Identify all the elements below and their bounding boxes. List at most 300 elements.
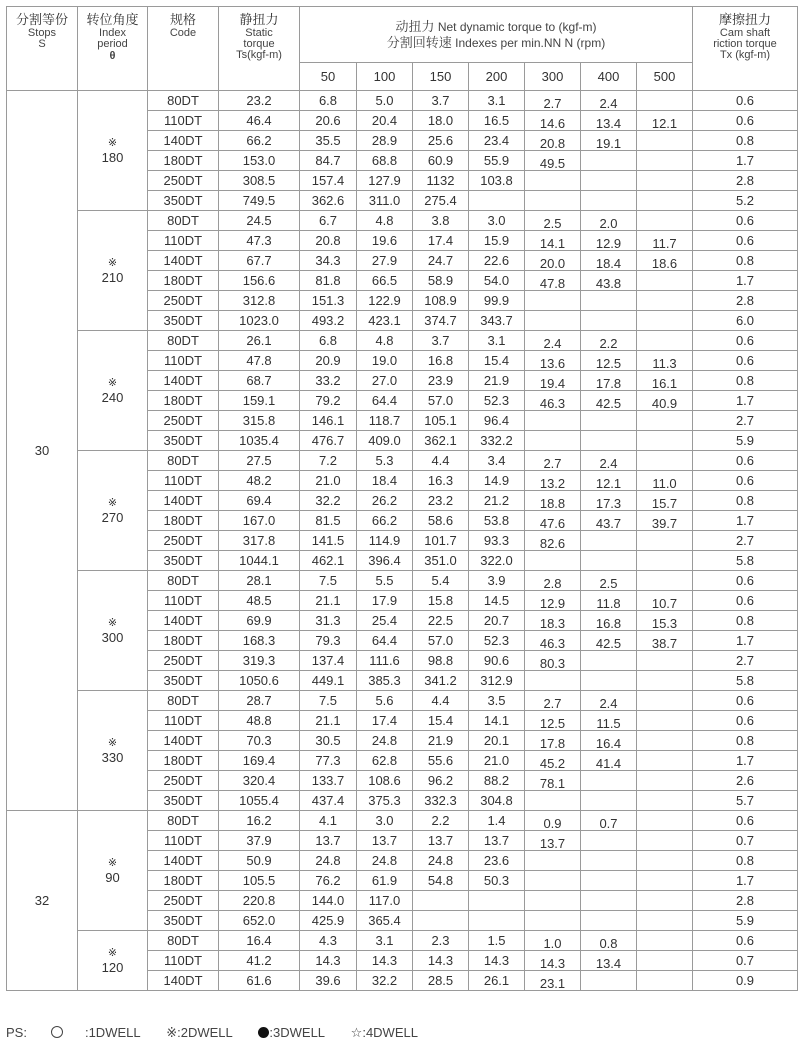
code-cell: 180DT (148, 271, 219, 291)
dyn-50-cell: 79.2 (300, 391, 357, 411)
period-cell (78, 331, 148, 451)
reference-mark-icon: ※ (107, 256, 118, 269)
dyn-500-cell (637, 911, 693, 931)
code-cell: 110DT (148, 471, 219, 491)
dyn-150-cell: 5.4 (413, 571, 469, 591)
table-row (7, 211, 798, 231)
dyn-50-cell: 146.1 (300, 411, 357, 431)
dyn-50-cell: 81.8 (300, 271, 357, 291)
friction-cell: 0.8 (693, 491, 798, 511)
dyn-400-cell: 18.4 (581, 251, 637, 271)
friction-cell: 0.6 (693, 351, 798, 371)
code-cell: 110DT (148, 831, 219, 851)
dyn-200-cell: 13.7 (469, 831, 525, 851)
dyn-50-cell: 20.6 (300, 111, 357, 131)
legend-3dwell (258, 1025, 325, 1040)
dyn-100-cell: 68.8 (357, 151, 413, 171)
code-cell: 140DT (148, 251, 219, 271)
dyn-200-cell: 23.6 (469, 851, 525, 871)
dyn-500-cell (637, 171, 693, 191)
friction-cell: 1.7 (693, 631, 798, 651)
code-cell: 80DT (148, 571, 219, 591)
code-cell: 80DT (148, 811, 219, 831)
dyn-200-cell: 21.2 (469, 491, 525, 511)
period-header (78, 7, 148, 91)
static-cell: 308.5 (219, 171, 300, 191)
dyn-200-cell (469, 191, 525, 211)
dyn-400-cell (581, 531, 637, 551)
table-row (7, 691, 798, 711)
friction-cell: 1.7 (693, 751, 798, 771)
dyn-300-cell: 18.8 (525, 491, 581, 511)
friction-cell: 0.6 (693, 471, 798, 491)
dyn-100-cell: 365.4 (357, 911, 413, 931)
dyn-100-cell: 66.5 (357, 271, 413, 291)
friction-cell: 5.2 (693, 191, 798, 211)
dyn-400-cell: 42.5 (581, 631, 637, 651)
code-cell: 140DT (148, 371, 219, 391)
dyn-150-cell: 58.6 (413, 511, 469, 531)
dyn-400-cell (581, 651, 637, 671)
dyn-200-cell: 21.9 (469, 371, 525, 391)
friction-cell: 1.7 (693, 871, 798, 891)
dyn-300-cell: 78.1 (525, 771, 581, 791)
legend-2dwell (166, 1025, 233, 1040)
dyn-150-cell: 13.7 (413, 831, 469, 851)
period-angle: 120 (101, 959, 124, 975)
dyn-400-cell: 41.4 (581, 751, 637, 771)
dyn-50-cell: 21.0 (300, 471, 357, 491)
code-cell: 350DT (148, 791, 219, 811)
speed-col-500: 500 (637, 63, 693, 91)
dyn-50-cell: 81.5 (300, 511, 357, 531)
static-cell: 41.2 (219, 951, 300, 971)
friction-cell: 0.6 (693, 691, 798, 711)
dyn-50-cell: 32.2 (300, 491, 357, 511)
dyn-150-cell: 341.2 (413, 671, 469, 691)
friction-cell: 1.7 (693, 391, 798, 411)
dyn-50-cell: 14.3 (300, 951, 357, 971)
dyn-200-cell: 90.6 (469, 651, 525, 671)
dyn-100-cell: 4.8 (357, 211, 413, 231)
static-cell: 1035.4 (219, 431, 300, 451)
dyn-200-cell: 14.9 (469, 471, 525, 491)
code-cell: 110DT (148, 711, 219, 731)
dyn-150-cell: 4.4 (413, 691, 469, 711)
dyn-500-cell (637, 131, 693, 151)
dyn-50-cell: 77.3 (300, 751, 357, 771)
static-header-en1: Static (245, 27, 273, 39)
dyn-500-cell (637, 311, 693, 331)
friction-cell: 0.6 (693, 931, 798, 951)
dyn-200-cell: 21.0 (469, 751, 525, 771)
dyn-300-cell (525, 551, 581, 571)
dyn-300-cell (525, 871, 581, 891)
code-header (148, 7, 219, 91)
dyn-200-cell: 3.1 (469, 91, 525, 111)
dyn-300-cell (525, 291, 581, 311)
static-cell: 315.8 (219, 411, 300, 431)
code-cell: 110DT (148, 111, 219, 131)
dyn-100-cell: 13.7 (357, 831, 413, 851)
dyn-400-cell: 17.3 (581, 491, 637, 511)
static-cell: 47.3 (219, 231, 300, 251)
dyn-500-cell (637, 431, 693, 451)
dyn-150-cell: 1132 (413, 171, 469, 191)
dyn-400-cell: 13.4 (581, 111, 637, 131)
dyn-150-cell: 105.1 (413, 411, 469, 431)
dyn-100-cell: 3.0 (357, 811, 413, 831)
dyn-150-cell: 2.2 (413, 811, 469, 831)
static-header-unit: Ts(kgf-m) (236, 49, 282, 61)
dyn-300-cell: 12.9 (525, 591, 581, 611)
reference-mark-icon: ※ (107, 856, 118, 869)
dyn-400-cell: 2.4 (581, 451, 637, 471)
dyn-400-cell (581, 791, 637, 811)
dyn-300-cell: 14.1 (525, 231, 581, 251)
dyn-300-cell: 14.6 (525, 111, 581, 131)
filled-circle-icon (258, 1027, 269, 1038)
dyn-50-cell: 76.2 (300, 871, 357, 891)
dyn-100-cell: 4.8 (357, 331, 413, 351)
code-header-zh: 规格 (169, 12, 196, 27)
code-cell: 110DT (148, 231, 219, 251)
dyn-200-cell (469, 891, 525, 911)
reference-mark-icon: ※ (107, 136, 118, 149)
dyn-300-cell: 2.7 (525, 451, 581, 471)
static-cell: 46.4 (219, 111, 300, 131)
table-row (7, 931, 798, 951)
dyn-50-cell: 20.8 (300, 231, 357, 251)
dyn-500-cell (637, 191, 693, 211)
friction-cell: 0.8 (693, 251, 798, 271)
static-cell: 48.2 (219, 471, 300, 491)
static-cell: 69.9 (219, 611, 300, 631)
dyn-150-cell: 55.6 (413, 751, 469, 771)
static-cell: 24.5 (219, 211, 300, 231)
dyn-200-cell: 14.5 (469, 591, 525, 611)
dyn-100-cell: 17.4 (357, 711, 413, 731)
dynamic-torque-header (300, 7, 693, 63)
friction-header-zh: 摩擦扭力 (718, 12, 771, 27)
dyn-150-cell: 3.7 (413, 331, 469, 351)
dyn-300-cell: 18.3 (525, 611, 581, 631)
static-cell: 1044.1 (219, 551, 300, 571)
dyn-200-cell: 3.5 (469, 691, 525, 711)
dyn-200-cell: 103.8 (469, 171, 525, 191)
friction-cell: 0.8 (693, 851, 798, 871)
code-cell: 250DT (148, 171, 219, 191)
code-cell: 350DT (148, 311, 219, 331)
friction-cell: 0.8 (693, 131, 798, 151)
dyn-200-cell: 16.5 (469, 111, 525, 131)
friction-cell: 0.8 (693, 371, 798, 391)
dyn-400-cell: 19.1 (581, 131, 637, 151)
period-angle: 330 (101, 749, 124, 765)
dyn-100-cell: 117.0 (357, 891, 413, 911)
dyn-50-cell: 24.8 (300, 851, 357, 871)
dyn-500-cell (637, 791, 693, 811)
dyn-300-cell: 2.7 (525, 91, 581, 111)
static-cell: 1050.6 (219, 671, 300, 691)
dyn-500-cell (637, 951, 693, 971)
dyn-50-cell: 79.3 (300, 631, 357, 651)
dyn-100-cell: 24.8 (357, 851, 413, 871)
dyn-50-cell: 34.3 (300, 251, 357, 271)
friction-cell: 2.8 (693, 891, 798, 911)
dyn-400-cell (581, 831, 637, 851)
dyn-50-cell: 31.3 (300, 611, 357, 631)
dyn-100-cell: 32.2 (357, 971, 413, 991)
code-cell: 140DT (148, 131, 219, 151)
dyn-100-cell: 5.5 (357, 571, 413, 591)
dyn-200-cell: 53.8 (469, 511, 525, 531)
static-cell: 319.3 (219, 651, 300, 671)
dyn-200-cell: 23.4 (469, 131, 525, 151)
dyn-300-cell: 2.7 (525, 691, 581, 711)
dyn-150-cell: 4.4 (413, 451, 469, 471)
dyn-200-cell: 304.8 (469, 791, 525, 811)
dyn-100-cell: 122.9 (357, 291, 413, 311)
dyn-500-cell (637, 551, 693, 571)
static-cell: 169.4 (219, 751, 300, 771)
dyn-200-cell: 1.4 (469, 811, 525, 831)
dyn-300-cell: 80.3 (525, 651, 581, 671)
dyn-500-cell (637, 851, 693, 871)
dynamic-header-zh: 动扭力 (395, 19, 435, 34)
dyn-400-cell (581, 171, 637, 191)
dyn-50-cell: 425.9 (300, 911, 357, 931)
dyn-150-cell: 54.8 (413, 871, 469, 891)
speed-col-50: 50 (300, 63, 357, 91)
static-cell: 317.8 (219, 531, 300, 551)
dyn-50-cell: 157.4 (300, 171, 357, 191)
dyn-150-cell: 2.3 (413, 931, 469, 951)
speed-header-en: Indexes per min.NN N (rpm) (455, 36, 606, 50)
dyn-150-cell: 23.9 (413, 371, 469, 391)
dyn-150-cell: 25.6 (413, 131, 469, 151)
friction-cell: 0.7 (693, 951, 798, 971)
static-cell: 27.5 (219, 451, 300, 471)
dyn-150-cell: 58.9 (413, 271, 469, 291)
static-cell: 156.6 (219, 271, 300, 291)
dyn-500-cell (637, 291, 693, 311)
dyn-500-cell (637, 731, 693, 751)
dyn-500-cell: 15.7 (637, 491, 693, 511)
dyn-200-cell: 1.5 (469, 931, 525, 951)
friction-header-en2: riction torque (713, 38, 777, 50)
static-cell: 68.7 (219, 371, 300, 391)
code-cell: 140DT (148, 851, 219, 871)
code-cell: 250DT (148, 291, 219, 311)
dyn-200-cell: 20.1 (469, 731, 525, 751)
dyn-500-cell: 12.1 (637, 111, 693, 131)
static-header-en2: torque (243, 38, 275, 50)
dyn-400-cell: 0.7 (581, 811, 637, 831)
dyn-200-cell: 96.4 (469, 411, 525, 431)
dyn-500-cell: 16.1 (637, 371, 693, 391)
dyn-300-cell: 20.0 (525, 251, 581, 271)
friction-cell: 1.7 (693, 151, 798, 171)
period-cell (78, 571, 148, 691)
period-header-symbol: θ (109, 50, 116, 62)
static-cell: 1055.4 (219, 791, 300, 811)
dyn-200-cell: 54.0 (469, 271, 525, 291)
friction-cell: 0.6 (693, 91, 798, 111)
friction-cell: 0.9 (693, 971, 798, 991)
friction-cell: 5.8 (693, 551, 798, 571)
static-cell: 28.7 (219, 691, 300, 711)
friction-cell: 0.6 (693, 331, 798, 351)
dyn-400-cell (581, 411, 637, 431)
dyn-400-cell (581, 431, 637, 451)
dyn-50-cell: 133.7 (300, 771, 357, 791)
period-angle: 210 (101, 269, 124, 285)
dyn-50-cell: 449.1 (300, 671, 357, 691)
dyn-100-cell: 311.0 (357, 191, 413, 211)
dyn-150-cell: 351.0 (413, 551, 469, 571)
code-cell: 110DT (148, 951, 219, 971)
static-cell: 312.8 (219, 291, 300, 311)
dyn-50-cell: 7.5 (300, 691, 357, 711)
dyn-500-cell (637, 751, 693, 771)
dyn-200-cell: 14.1 (469, 711, 525, 731)
dyn-150-cell: 275.4 (413, 191, 469, 211)
legend-3dwell-label: :3DWELL (269, 1025, 326, 1040)
stops-header-en: Stops (27, 27, 57, 39)
dyn-100-cell: 19.6 (357, 231, 413, 251)
friction-cell: 0.6 (693, 591, 798, 611)
dyn-100-cell: 64.4 (357, 391, 413, 411)
dyn-300-cell: 23.1 (525, 971, 581, 991)
legend-1dwell (6, 1025, 141, 1040)
table-row (7, 331, 798, 351)
friction-cell: 5.7 (693, 791, 798, 811)
code-cell: 250DT (148, 531, 219, 551)
friction-cell: 0.8 (693, 731, 798, 751)
friction-cell: 5.9 (693, 911, 798, 931)
dyn-100-cell: 409.0 (357, 431, 413, 451)
dyn-100-cell: 14.3 (357, 951, 413, 971)
dyn-150-cell: 57.0 (413, 631, 469, 651)
code-cell: 110DT (148, 351, 219, 371)
dyn-200-cell: 343.7 (469, 311, 525, 331)
friction-cell: 0.6 (693, 711, 798, 731)
dyn-200-cell: 332.2 (469, 431, 525, 451)
friction-cell: 2.6 (693, 771, 798, 791)
static-cell: 652.0 (219, 911, 300, 931)
stops-header-symbol: S (38, 38, 46, 50)
static-cell: 16.4 (219, 931, 300, 951)
code-cell: 250DT (148, 771, 219, 791)
code-cell: 350DT (148, 911, 219, 931)
dyn-400-cell: 11.8 (581, 591, 637, 611)
code-cell: 250DT (148, 651, 219, 671)
code-cell: 140DT (148, 491, 219, 511)
dyn-100-cell: 111.6 (357, 651, 413, 671)
dyn-100-cell: 127.9 (357, 171, 413, 191)
dyn-200-cell: 3.0 (469, 211, 525, 231)
dyn-400-cell (581, 151, 637, 171)
static-cell: 48.5 (219, 591, 300, 611)
dyn-200-cell: 50.3 (469, 871, 525, 891)
table-row (7, 91, 798, 111)
dyn-200-cell: 20.7 (469, 611, 525, 631)
code-cell: 180DT (148, 631, 219, 651)
friction-cell: 0.6 (693, 571, 798, 591)
friction-cell: 0.8 (693, 611, 798, 631)
dyn-500-cell: 11.3 (637, 351, 693, 371)
code-cell: 80DT (148, 691, 219, 711)
dyn-300-cell: 2.8 (525, 571, 581, 591)
legend (6, 1025, 440, 1041)
period-header-en2: period (97, 38, 128, 50)
dyn-300-cell: 47.8 (525, 271, 581, 291)
dyn-100-cell: 62.8 (357, 751, 413, 771)
dyn-50-cell: 13.7 (300, 831, 357, 851)
code-cell: 180DT (148, 511, 219, 531)
period-header-en1: Index (99, 27, 126, 39)
dyn-300-cell: 20.8 (525, 131, 581, 151)
dyn-200-cell: 312.9 (469, 671, 525, 691)
dyn-500-cell (637, 891, 693, 911)
dyn-150-cell: 332.3 (413, 791, 469, 811)
speed-col-150: 150 (413, 63, 469, 91)
speed-col-100: 100 (357, 63, 413, 91)
table-row (7, 811, 798, 831)
code-cell: 140DT (148, 731, 219, 751)
dyn-400-cell: 2.4 (581, 691, 637, 711)
dyn-300-cell: 13.6 (525, 351, 581, 371)
dyn-150-cell: 60.9 (413, 151, 469, 171)
dyn-300-cell (525, 171, 581, 191)
dyn-150-cell: 14.3 (413, 951, 469, 971)
dyn-500-cell (637, 771, 693, 791)
friction-cell: 6.0 (693, 311, 798, 331)
dyn-500-cell (637, 651, 693, 671)
dyn-200-cell: 22.6 (469, 251, 525, 271)
legend-4dwell (351, 1025, 418, 1040)
dyn-400-cell (581, 671, 637, 691)
dyn-500-cell (637, 211, 693, 231)
dyn-100-cell: 3.1 (357, 931, 413, 951)
code-cell: 350DT (148, 551, 219, 571)
dyn-300-cell: 14.3 (525, 951, 581, 971)
code-cell: 350DT (148, 671, 219, 691)
code-cell: 180DT (148, 871, 219, 891)
dyn-150-cell: 3.8 (413, 211, 469, 231)
static-cell: 749.5 (219, 191, 300, 211)
dyn-400-cell: 17.8 (581, 371, 637, 391)
dyn-50-cell: 7.2 (300, 451, 357, 471)
dyn-100-cell: 24.8 (357, 731, 413, 751)
dyn-400-cell: 12.9 (581, 231, 637, 251)
code-cell: 350DT (148, 431, 219, 451)
dyn-300-cell (525, 671, 581, 691)
dyn-300-cell (525, 191, 581, 211)
speed-col-300: 300 (525, 63, 581, 91)
dyn-200-cell: 88.2 (469, 771, 525, 791)
friction-cell: 5.8 (693, 671, 798, 691)
reference-mark-icon: ※ (107, 946, 118, 959)
code-cell: 80DT (148, 931, 219, 951)
dyn-50-cell: 151.3 (300, 291, 357, 311)
dyn-500-cell: 10.7 (637, 591, 693, 611)
dyn-300-cell: 2.4 (525, 331, 581, 351)
dyn-400-cell (581, 551, 637, 571)
dyn-300-cell: 47.6 (525, 511, 581, 531)
friction-cell: 0.6 (693, 451, 798, 471)
